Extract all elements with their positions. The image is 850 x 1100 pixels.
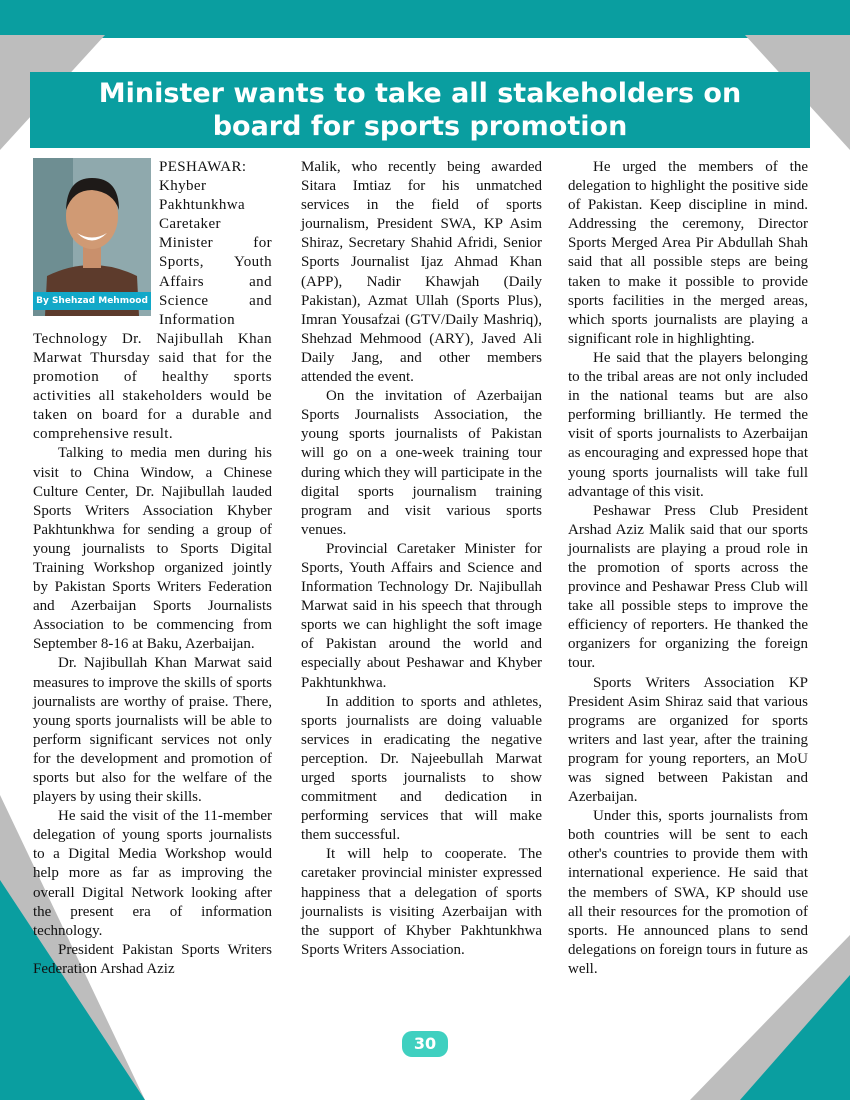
paragraph-8: Provincial Caretaker Minister for Sports, Youth Affairs and Science and Information Technology Dr. Najibullah Marwat said in his speech that through sports we can highlight the soft image of Pakistan around the world and especially about Peshawar and Khyber Pakhtunkhwa.: [301, 540, 542, 691]
title-line-1: Minister wants to take all stakeholders on: [98, 78, 742, 109]
photo-credit: By Shehzad Mehmood: [33, 292, 151, 310]
paragraph-5: President Pakistan Sports Writers Federation Arshad Aziz: [33, 941, 272, 977]
paragraph-2: Talking to media men during his visit to China Window, a Chinese Culture Center, Dr. Najibullah lauded Sports Writers Association Khyber Pakhtunkhwa for sending a group of young journalists to Sports Digital Training Workshop organized jointly by Pakistan Sports Writers Federation and Azerbaijan Sports Journalists Association to be commencing from September 8-16 at Baku, Azerbaijan.: [33, 445, 272, 653]
paragraph-9: In addition to sports and athletes, sports journalists are doing valuable services in eradicating the negative perception. Dr. Najeebullah Marwat urged sports journalists to show commitment and dedication in performing services that will make them successful.: [301, 693, 542, 844]
paragraph-7: On the invitation of Azerbaijan Sports Journalists Association, the young sports journalists of Pakistan will go on a one-week training tour during which they will participate in the digital sports journalism training program and visit various sports venues.: [301, 388, 542, 538]
paragraph-6: Malik, who recently being awarded Sitara Imtiaz for his unmatched services in the field of sports journalism, President SWA, KP Asim Shiraz, Secretary Shahid Afridi, Senior Sports Journalist Ijaz Ahmad Khan (APP), Nadir Khawjah (Daily Pakistan), Azmat Ullah (Sports Plus), Imran Yousafzai (GTV/Daily Mashriq), Shehzad Mehmood (ARY), Javed Ali Daily Jang, and other members attended the event.: [301, 159, 542, 386]
column-1: [33, 158, 272, 979]
paragraph-11: He urged the members of the delegation to highlight the positive side of Pakistan. Keep discipline in mind. Addressing the ceremony, Director Sports Merged Area Pir Abdullah Shah said that all possible steps are being taken to make it possible to provide sports facilities in the merged areas, which sports journalists are playing a significant role in highlighting.: [568, 159, 808, 347]
paragraph-10: It will help to cooperate. The caretaker provincial minister expressed happiness that a delegation of sports journalists is visiting Azerbaijan with the support of Khyber Pakhtunkhwa Sports Writers Association.: [301, 846, 542, 958]
column-2: [301, 158, 542, 960]
author-photo: [33, 158, 151, 316]
paragraph-12: He said that the players belonging to the tribal areas are not only included in the national teams but are also performing brilliantly. He termed the visit of sports journalists to Azerbaijan as encouraging and expressed hope that young sports journalists will take full advantage of this visit.: [568, 349, 808, 500]
paragraph-4: He said the visit of the 11-member delegation of young sports journalists to a Digital Media Workshop would help more as far as improving the overall Digital Network looking after the present era of information technology.: [33, 808, 272, 939]
paragraph-13: Peshawar Press Club President Arshad Aziz Malik said that our sports journalists are playing a proud role in the promotion of sports across the province and Peshawar Press Club will take all possible steps to improve the efficiency of reporters. He thanked the organizers for organizing the foreign tour.: [568, 502, 808, 672]
paragraph-3: Dr. Najibullah Khan Marwat said measures to improve the skills of sports journalists are worthy of praise. There, young sports journalists will be able to perform significant services not only for the development and promotion of sports but also for the welfare of the players by using their skills.: [33, 655, 272, 806]
paragraph-14: Sports Writers Association KP President Asim Shiraz said that various programs are organized for sports writers and last year, after the training program for young reporters, an MoU was signed between Pakistan and Azerbaijan.: [568, 674, 808, 806]
title-banner: [30, 72, 810, 148]
paragraph-1: PESHAWAR: Khyber Pakhtunkhwa Caretaker Minister for Sports, Youth Affairs and Science and Information Technology Dr. Najibullah Khan Marwat Thursday said that for the promotion of healthy sports activities all stakeholders would be taken on board for a durable and comprehensive result.: [33, 159, 272, 443]
title-line-2: board for sports promotion: [212, 111, 628, 142]
article-title: [99, 77, 741, 143]
page-number: 30: [402, 1031, 448, 1057]
column-3: [568, 158, 808, 979]
paragraph-15: Under this, sports journalists from both countries will be sent to each other's countries to provide them with international experience. He said that the members of SWA, KP should use all their resources for the promotion of sports. He announced plans to send delegations on foreign tours in future as well.: [568, 808, 808, 977]
